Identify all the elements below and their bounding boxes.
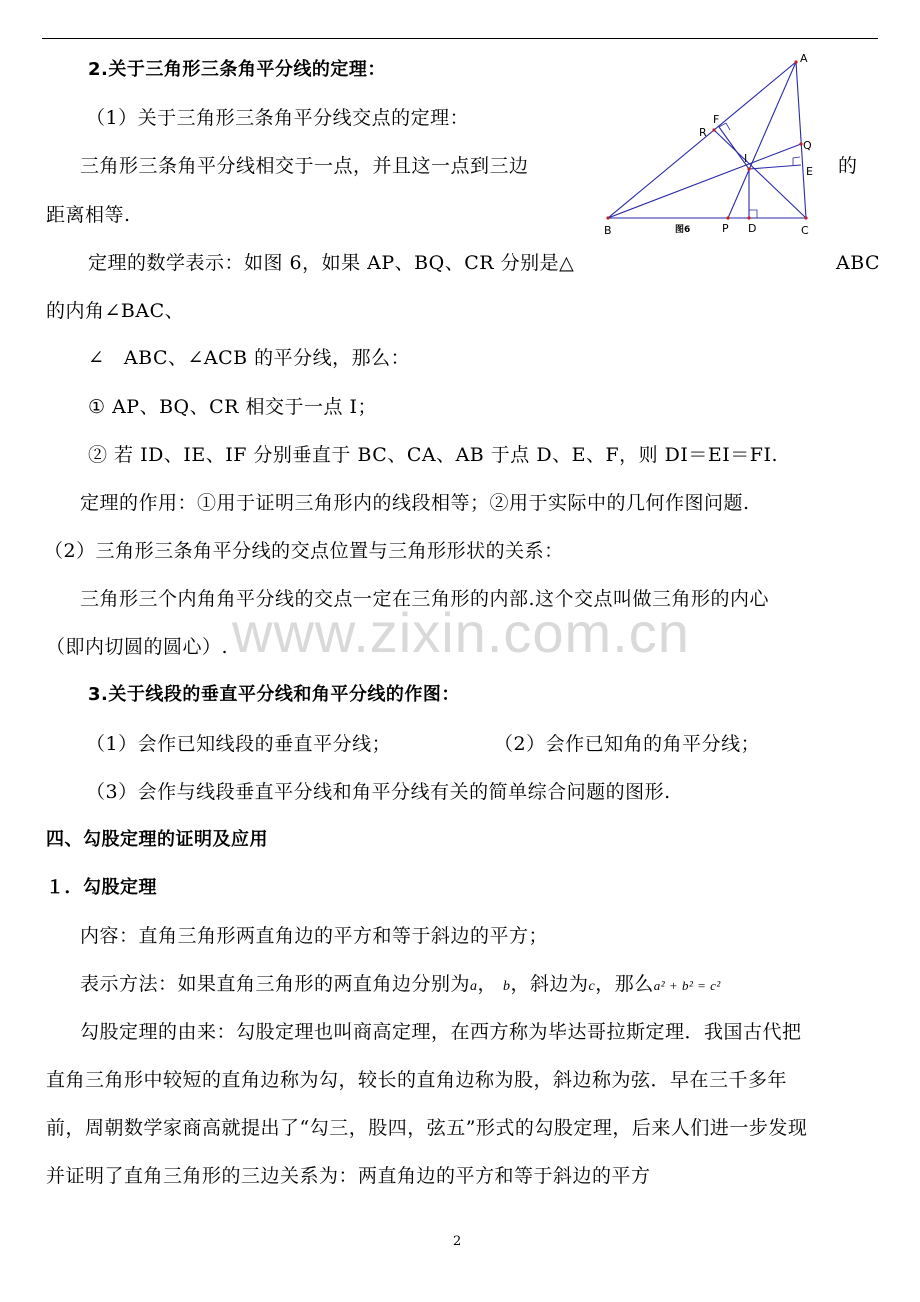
conclusion-item-2: ② 若 ID、IE、IF 分别垂直于 BC、CA、AB 于点 D、E、F，则 DI＝EI＝FI. (88, 444, 779, 466)
point-i (747, 167, 750, 170)
header-rule (42, 38, 878, 39)
label-d: D (748, 222, 757, 235)
label-b: B (604, 224, 612, 237)
page-number: 2 (453, 1234, 462, 1249)
figure-caption: 图6 (675, 225, 691, 235)
watermark: www.zixin.com.cn (232, 601, 690, 664)
theorem-text-line1-end: 的 (838, 155, 858, 177)
pythagorean-content: 内容：直角三角形两直角边的平方和等于斜边的平方； (80, 925, 549, 947)
label-p: P (722, 222, 729, 235)
section-3-heading: 3.关于线段的垂直平分线和角平分线的作图： (88, 684, 460, 705)
origin-line2: 直角三角形中较短的直角边称为勾，较长的直角边称为股，斜边称为弦．早在三千多年 (46, 1069, 788, 1091)
incenter-text-line2: （即内切圆的圆心）. (46, 636, 229, 658)
math-representation-line3: ∠ ABC、∠ACB 的平分线，那么： (88, 347, 411, 369)
point-d (747, 216, 750, 219)
point-a (794, 60, 797, 63)
variable-a: a (470, 979, 478, 994)
representation-prefix: 表示方法：如果直角三角形的两直角边分别为 (80, 973, 471, 995)
origin-line1: 勾股定理的由来：勾股定理也叫商高定理，在西方称为毕达哥拉斯定理．我国古代把 (80, 1021, 802, 1043)
triangle-figure-6 (598, 48, 820, 238)
right-angle-mark-e (793, 157, 800, 165)
math-representation-line1-end: ABC (836, 252, 881, 274)
bisector-bq (608, 144, 801, 218)
variable-b: b (503, 979, 511, 994)
section-4-heading: 四、勾股定理的证明及应用 (46, 829, 268, 850)
triangle-abc (608, 62, 806, 218)
label-a: A (800, 52, 808, 65)
theorem-text-line2: 距离相等. (46, 204, 131, 226)
incenter-text-line1: 三角形三个内角角平分线的交点一定在三角形的内部.这个交点叫做三角形的内心 (80, 588, 770, 610)
then-text: ，那么 (595, 973, 654, 995)
section-3-item-3: （3）会作与线段垂直平分线和角平分线有关的简单综合问题的图形. (86, 781, 671, 803)
section-3-item-2: （2）会作已知角的角平分线； (494, 733, 761, 755)
pythagorean-representation (80, 972, 721, 999)
section-2-heading: 2.关于三角形三条角平分线的定理： (88, 59, 386, 80)
label-e: E (806, 165, 813, 178)
bisector-ap (728, 62, 796, 218)
separator: ， (477, 973, 498, 995)
origin-line4: 并证明了直角三角形的三边关系为：两直角边的平方和等于斜边的平方 (46, 1165, 651, 1187)
point-p (726, 216, 729, 219)
pythagorean-formula: a² + b² = c² (653, 978, 721, 993)
label-f: F (713, 113, 720, 126)
conclusion-item-1: ① AP、BQ、CR 相交于一点 I； (88, 396, 378, 418)
right-angle-mark-d (749, 210, 757, 218)
label-c: C (801, 224, 809, 237)
theorem-usage: 定理的作用：①用于证明三角形内的线段相等；②用于实际中的几何作图问题. (80, 492, 750, 514)
point-c (804, 216, 807, 219)
origin-line3: 前，周朝数学家商高就提出了“勾三，股四，弦五”形式的勾股定理，后来人们进一步发现 (46, 1117, 808, 1139)
math-representation-line1: 定理的数学表示：如图 6，如果 AP、BQ、CR 分别是△ (88, 252, 575, 274)
variable-c: c (588, 979, 596, 994)
subsection-2-2-title: （2）三角形三条角平分线的交点位置与三角形形状的关系： (44, 540, 564, 562)
math-representation-line2: 的内角∠BAC、 (46, 300, 185, 322)
hypotenuse-text: ，斜边为 (510, 973, 589, 995)
label-i: I (744, 152, 748, 165)
pythagorean-subheading: １．勾股定理 (46, 877, 157, 898)
label-q: Q (803, 139, 812, 152)
label-r: R (699, 126, 707, 139)
theorem-text-line1: 三角形三条角平分线相交于一点，并且这一点到三边 (80, 155, 529, 177)
point-r (712, 128, 715, 131)
bisector-cr (714, 130, 806, 218)
subsection-2-1-title: （1）关于三角形三条角平分线交点的定理： (86, 107, 470, 129)
perpendicular-ie (749, 165, 801, 169)
section-3-item-1: （1）会作已知线段的垂直平分线； (86, 733, 392, 755)
point-b (606, 216, 609, 219)
